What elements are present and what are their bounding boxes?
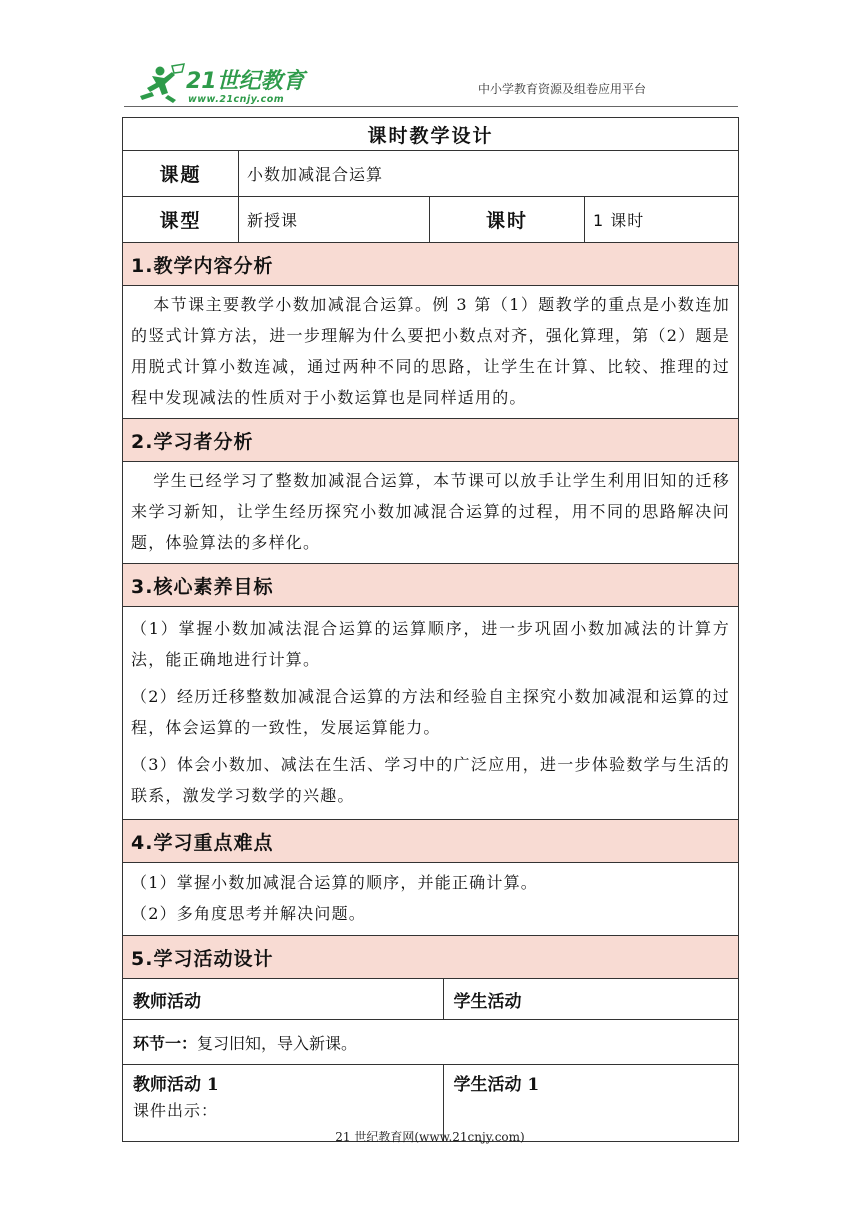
teacher-activity-1-text: 课件出示： [133, 1101, 219, 1120]
site-logo [138, 62, 308, 106]
activity-table [123, 979, 738, 1141]
section-learner-analysis-title: 2.学习者分析 [123, 419, 739, 462]
core-goal-item: （2）经历迁移整数加减混合运算的方法和经验自主探究小数加减混和运算的过程，体会运算的一致性，发展运算能力。 [131, 687, 731, 737]
platform-name: 中小学教育资源及组卷应用平台 [477, 82, 646, 96]
student-activity-1-title: 学生活动 1 [453, 1075, 540, 1095]
teacher-activity-1-title: 教师活动 1 [133, 1075, 219, 1095]
core-goal-item: （3）体会小数加、减法在生活、学习中的广泛应用，进一步体验数学与生活的联系，激发学习数学的兴趣。 [131, 755, 731, 805]
content-analysis-text: 本节课主要教学小数加减混合运算。例 3 第（1）题教学的重点是小数连加的竖式计算方法，进一步理解为什么要把小数点对齐，强化算理，第（2）题是用脱式计算小数连减，通过两种不同的思路，让学生在计算、比较、推理的过程中发现减法的性质对于小数运算也是同样适用的。 [131, 295, 731, 407]
key-point-item: （2）多角度思考并解决问题。 [131, 904, 366, 923]
section-activity-design-title: 5.学习活动设计 [123, 936, 739, 979]
student-activity-header: 学生活动 [443, 979, 738, 1020]
lesson-type-value: 新授课 [239, 197, 430, 243]
section-core-goals-title: 3.核心素养目标 [123, 564, 739, 607]
core-goal-item: （1）掌握小数加减法混合运算的运算顺序，进一步巩固小数加减法的计算方法，能正确地进行计算。 [131, 619, 731, 669]
lesson-hours-value: 1 课时 [585, 197, 739, 243]
activity-design-container [123, 979, 739, 1142]
section-content-analysis-title: 1.教学内容分析 [123, 243, 739, 286]
document-title: 课时教学设计 [123, 118, 739, 151]
teacher-activity-header: 教师活动 [123, 979, 443, 1020]
topic-value: 小数加减混合运算 [239, 151, 739, 197]
logo-text: 21世纪教育 [186, 69, 305, 94]
section-learner-analysis-body [123, 462, 739, 564]
key-point-item: （1）掌握小数加减混合运算的顺序，并能正确计算。 [131, 873, 538, 892]
page-header [0, 0, 860, 112]
page-footer: 21 世纪教育网(www.21cnjy.com) [335, 1130, 525, 1144]
section-key-points-body [123, 863, 739, 936]
header-divider [124, 106, 738, 107]
stage-one-text: 复习旧知，导入新课。 [197, 1033, 358, 1053]
stage-one-label: 环节一： [133, 1033, 198, 1053]
lesson-hours-label: 课时 [430, 197, 585, 243]
section-core-goals-body [123, 607, 739, 820]
runner-logo-icon [140, 64, 184, 103]
stage-one-row [123, 1020, 738, 1065]
lesson-design-table [122, 117, 739, 1142]
learner-analysis-text: 学生已经学习了整数加减混合运算，本节课可以放手让学生利用旧知的迁移来学习新知，让学生经历探究小数加减混合运算的过程，用不同的思路解决问题，体验算法的多样化。 [131, 471, 731, 552]
section-content-analysis-body [123, 286, 739, 419]
lesson-type-label: 课型 [123, 197, 239, 243]
section-key-points-title: 4.学习重点难点 [123, 820, 739, 863]
topic-label: 课题 [123, 151, 239, 197]
logo-url: www.21cnjy.com [188, 94, 285, 105]
